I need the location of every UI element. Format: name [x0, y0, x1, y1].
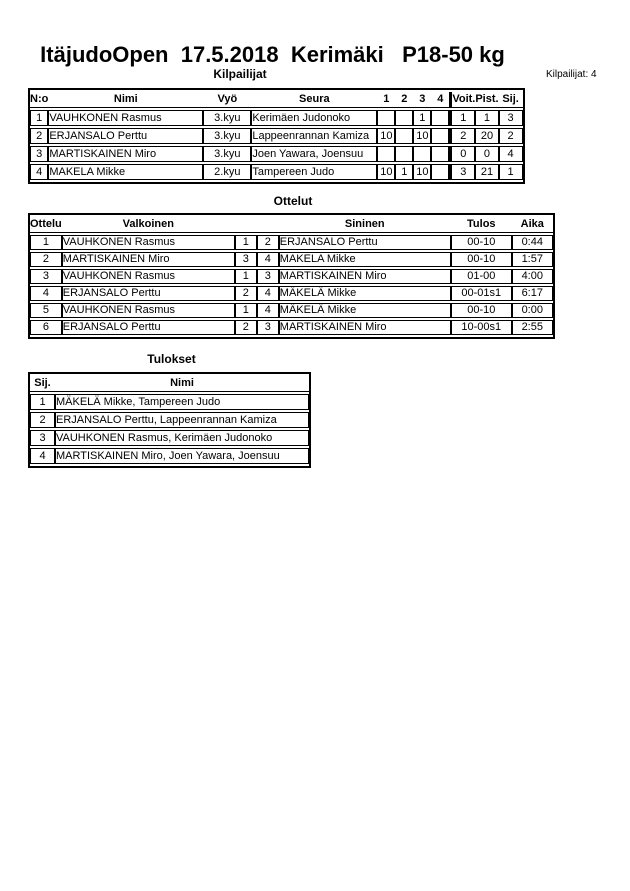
col-header-sij: Sij.	[30, 376, 55, 392]
cell-white-name: MARTISKAINEN Miro	[62, 252, 235, 267]
cell-white-no: 3	[235, 252, 257, 267]
cell-r2: 1	[395, 164, 413, 180]
cell-match-no: 4	[30, 286, 62, 301]
col-header-r3: 3	[413, 92, 431, 108]
cell-match-no: 2	[30, 252, 62, 267]
cell-vyo: 3.kyu	[203, 146, 251, 162]
table-row	[30, 128, 523, 144]
cell-result: 10-00s1	[451, 320, 512, 335]
cell-r1	[377, 110, 395, 126]
table-row	[30, 448, 309, 464]
col-header-seura: Seura	[251, 92, 377, 108]
results-header-row	[30, 376, 309, 392]
col-header-vyo: Vyö	[203, 92, 251, 108]
cell-seura: Tampereen Judo	[251, 164, 377, 180]
col-header-blue-no	[257, 217, 279, 233]
table-row	[30, 269, 553, 284]
cell-white-name: ERJANSALO Perttu	[62, 286, 235, 301]
cell-pist: 21	[475, 164, 498, 180]
cell-result: 00-01s1	[451, 286, 512, 301]
cell-r4	[431, 146, 449, 162]
cell-blue-name: MÄKELÄ Mikke	[279, 303, 451, 318]
table-row	[30, 110, 523, 126]
cell-r3: 1	[413, 110, 431, 126]
cell-white-name: VAUHKONEN Rasmus	[62, 235, 235, 250]
cell-place: 2	[30, 412, 55, 428]
cell-vyo: 3.kyu	[203, 128, 251, 144]
cell-time: 4:00	[512, 269, 553, 284]
cell-no: 2	[30, 128, 48, 144]
cell-nimi: ERJANSALO Perttu	[48, 128, 203, 144]
cell-sij: 1	[499, 164, 523, 180]
cell-no: 4	[30, 164, 48, 180]
col-header-no: N:o	[30, 92, 48, 108]
cell-voit: 0	[449, 146, 475, 162]
competitors-table	[28, 88, 525, 184]
competitors-count: Kilpailijat: 4	[546, 69, 597, 80]
cell-r1: 10	[377, 164, 395, 180]
cell-r3: 10	[413, 164, 431, 180]
cell-r4	[431, 128, 449, 144]
table-row	[30, 430, 309, 446]
cell-blue-name: MÄKELÄ Mikke	[279, 286, 451, 301]
col-header-ottelu: Ottelu	[30, 217, 62, 233]
table-row	[30, 286, 553, 301]
matches-header-row	[30, 217, 553, 233]
table-row	[30, 303, 553, 318]
cell-seura: Lappeenrannan Kamiza	[251, 128, 377, 144]
table-row	[30, 412, 309, 428]
cell-time: 0:44	[512, 235, 553, 250]
cell-place: 1	[30, 394, 55, 410]
cell-seura: Kerimäen Judonoko	[251, 110, 377, 126]
cell-blue-name: MAKELA Mikke	[279, 252, 451, 267]
section-title-ottelut: Ottelut	[273, 194, 313, 208]
cell-white-no: 1	[235, 235, 257, 250]
cell-place: 3	[30, 430, 55, 446]
cell-time: 6:17	[512, 286, 553, 301]
cell-r2	[395, 128, 413, 144]
table-row	[30, 252, 553, 267]
cell-time: 0:00	[512, 303, 553, 318]
page-title: ItäjudoOpen 17.5.2018 Kerimäki P18-50 kg	[40, 42, 505, 67]
cell-r4	[431, 164, 449, 180]
cell-r3	[413, 146, 431, 162]
cell-vyo: 2.kyu	[203, 164, 251, 180]
table-row	[30, 164, 523, 180]
cell-r2	[395, 146, 413, 162]
cell-name-club: MARTISKAINEN Miro, Joen Yawara, Joensuu	[55, 448, 309, 464]
cell-white-no: 2	[235, 286, 257, 301]
col-header-aika: Aika	[512, 217, 553, 233]
cell-pist: 20	[475, 128, 498, 144]
col-header-r1: 1	[377, 92, 395, 108]
cell-blue-no: 4	[257, 303, 279, 318]
cell-result: 00-10	[451, 235, 512, 250]
cell-voit: 3	[449, 164, 475, 180]
cell-r2	[395, 110, 413, 126]
cell-match-no: 3	[30, 269, 62, 284]
cell-white-name: ERJANSALO Perttu	[62, 320, 235, 335]
cell-r3: 10	[413, 128, 431, 144]
cell-place: 4	[30, 448, 55, 464]
cell-pist: 0	[475, 146, 498, 162]
cell-blue-name: MARTISKAINEN Miro	[279, 269, 451, 284]
cell-voit: 2	[449, 128, 475, 144]
cell-r1: 10	[377, 128, 395, 144]
cell-blue-no: 3	[257, 320, 279, 335]
col-header-voit: Voit.	[449, 92, 475, 108]
cell-vyo: 3.kyu	[203, 110, 251, 126]
col-header-white-no	[235, 217, 257, 233]
cell-no: 1	[30, 110, 48, 126]
cell-white-no: 1	[235, 303, 257, 318]
cell-nimi: VAUHKONEN Rasmus	[48, 110, 203, 126]
cell-blue-no: 4	[257, 286, 279, 301]
section-title-tulokset: Tulokset	[147, 352, 196, 366]
cell-match-no: 1	[30, 235, 62, 250]
cell-sij: 4	[499, 146, 523, 162]
cell-white-name: VAUHKONEN Rasmus	[62, 269, 235, 284]
cell-blue-no: 3	[257, 269, 279, 284]
cell-sij: 2	[499, 128, 523, 144]
table-row	[30, 146, 523, 162]
cell-white-no: 1	[235, 269, 257, 284]
cell-name-club: ERJANSALO Perttu, Lappeenrannan Kamiza	[55, 412, 309, 428]
cell-nimi: MARTISKAINEN Miro	[48, 146, 203, 162]
cell-name-club: MÄKELÄ Mikke, Tampereen Judo	[55, 394, 309, 410]
cell-seura: Joen Yawara, Joensuu	[251, 146, 377, 162]
matches-table	[28, 213, 555, 339]
cell-pist: 1	[475, 110, 498, 126]
cell-white-name: VAUHKONEN Rasmus	[62, 303, 235, 318]
col-header-pist: Pist.	[475, 92, 498, 108]
cell-nimi: MAKELA Mikke	[48, 164, 203, 180]
col-header-sininen: Sininen	[279, 217, 451, 233]
cell-no: 3	[30, 146, 48, 162]
cell-time: 2:55	[512, 320, 553, 335]
cell-name-club: VAUHKONEN Rasmus, Kerimäen Judonoko	[55, 430, 309, 446]
cell-time: 1:57	[512, 252, 553, 267]
col-header-tulos: Tulos	[451, 217, 512, 233]
table-row	[30, 320, 553, 335]
col-header-nimi: Nimi	[48, 92, 203, 108]
col-header-r2: 2	[395, 92, 413, 108]
cell-white-no: 2	[235, 320, 257, 335]
cell-result: 00-10	[451, 252, 512, 267]
section-title-kilpailijat: Kilpailijat	[213, 67, 267, 81]
col-header-sij: Sij.	[499, 92, 523, 108]
col-header-valkoinen: Valkoinen	[62, 217, 235, 233]
cell-blue-no: 2	[257, 235, 279, 250]
cell-blue-no: 4	[257, 252, 279, 267]
competitors-header-row	[30, 92, 523, 108]
cell-r4	[431, 110, 449, 126]
results-table	[28, 372, 311, 468]
cell-result: 00-10	[451, 303, 512, 318]
col-header-nimi: Nimi	[55, 376, 309, 392]
cell-voit: 1	[449, 110, 475, 126]
cell-result: 01-00	[451, 269, 512, 284]
cell-match-no: 6	[30, 320, 62, 335]
cell-sij: 3	[499, 110, 523, 126]
cell-match-no: 5	[30, 303, 62, 318]
cell-r1	[377, 146, 395, 162]
table-row	[30, 235, 553, 250]
col-header-r4: 4	[431, 92, 449, 108]
table-row	[30, 394, 309, 410]
cell-blue-name: MARTISKAINEN Miro	[279, 320, 451, 335]
cell-blue-name: ERJANSALO Perttu	[279, 235, 451, 250]
